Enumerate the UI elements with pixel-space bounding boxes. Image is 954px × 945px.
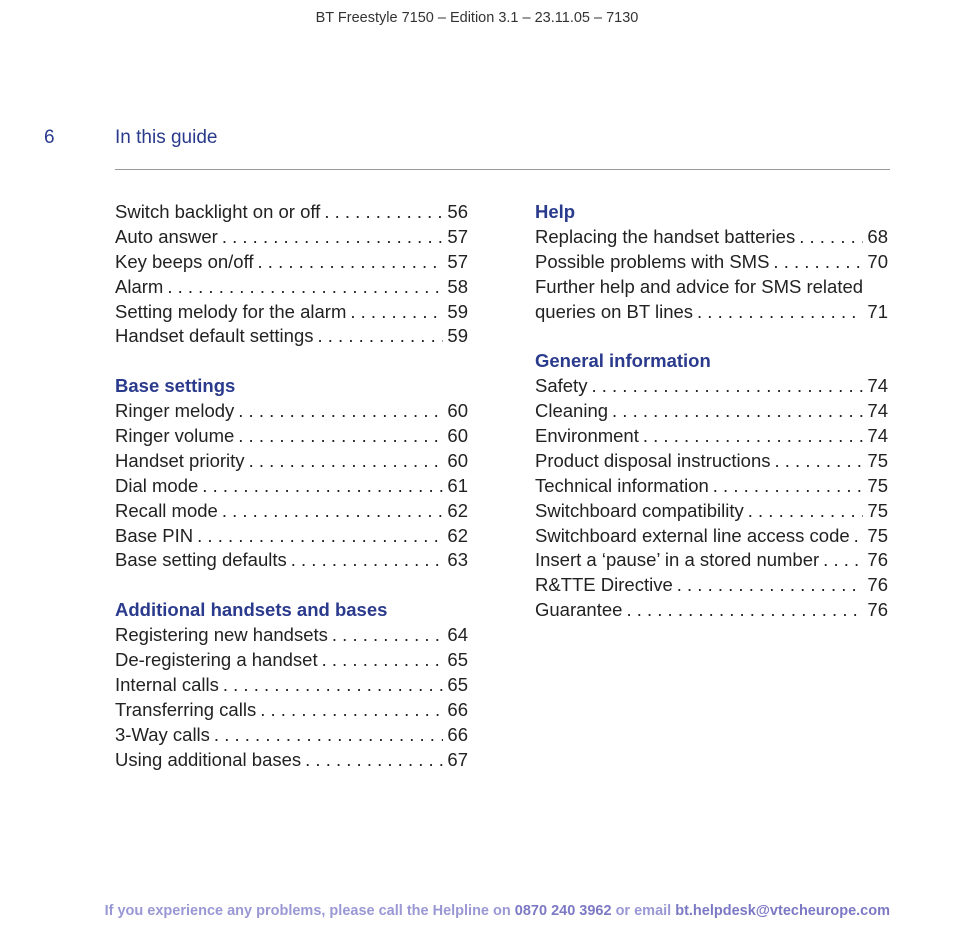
toc-entry[interactable] bbox=[115, 499, 468, 524]
toc-entry[interactable] bbox=[535, 449, 888, 474]
toc-entry-text: Guarantee bbox=[535, 599, 623, 621]
toc-entry[interactable] bbox=[535, 499, 888, 524]
toc-entry-page: 57 bbox=[447, 225, 468, 247]
toc-entry-text: Alarm bbox=[115, 275, 164, 297]
toc-entry-text: Dial mode bbox=[115, 474, 199, 496]
toc-entry-text: Switchboard compatibility bbox=[535, 499, 744, 521]
toc-entry[interactable] bbox=[115, 200, 468, 225]
toc-entry[interactable] bbox=[115, 449, 468, 474]
helpline-phone: 0870 240 3962 bbox=[514, 903, 612, 919]
toc-entry-text: 3-Way calls bbox=[115, 723, 210, 745]
toc-entry[interactable] bbox=[115, 225, 468, 250]
toc-right-column bbox=[535, 200, 888, 648]
toc-entry-text: Ringer volume bbox=[115, 425, 235, 447]
dot-leader bbox=[249, 449, 444, 474]
section-title: In this guide bbox=[115, 127, 218, 148]
toc-entry-text: Switch backlight on or off bbox=[115, 201, 321, 222]
toc-entry[interactable] bbox=[115, 300, 468, 325]
toc-heading-help[interactable]: Help bbox=[535, 201, 576, 222]
toc-entry[interactable] bbox=[115, 548, 468, 573]
header-meta: BT Freestyle 7150 – Edition 3.1 – 23.11.05 – 7130 bbox=[315, 10, 639, 26]
toc-entry-page: 65 bbox=[447, 649, 468, 671]
toc-entry-page: 64 bbox=[447, 624, 468, 646]
toc-entry[interactable] bbox=[535, 573, 888, 598]
dot-leader bbox=[643, 424, 864, 449]
toc-heading-additional[interactable]: Additional handsets and bases bbox=[115, 599, 388, 621]
toc-entry-text: Further help and advice for SMS related bbox=[535, 275, 864, 297]
toc-entry-text: Registering new handsets bbox=[115, 624, 328, 646]
dot-leader bbox=[626, 598, 863, 623]
toc-entry-page: 60 bbox=[447, 425, 468, 447]
dot-leader bbox=[350, 300, 443, 325]
toc-entry-text: Setting melody for the alarm bbox=[115, 300, 347, 322]
toc-entry-page: 74 bbox=[867, 375, 888, 397]
dot-leader bbox=[854, 524, 864, 549]
toc-entry-text: Transferring calls bbox=[115, 698, 257, 720]
toc-entry[interactable] bbox=[115, 723, 468, 748]
toc-entry-page: 57 bbox=[447, 250, 468, 272]
toc-entry[interactable] bbox=[115, 748, 468, 773]
toc-entry[interactable] bbox=[115, 524, 468, 549]
helpdesk-email-link[interactable]: bt.helpdesk@vtecheurope.com bbox=[675, 903, 890, 919]
dot-leader bbox=[713, 474, 864, 499]
toc-entry-page: 62 bbox=[447, 524, 468, 546]
toc-entry-page: 67 bbox=[447, 748, 468, 770]
toc-entry[interactable] bbox=[535, 548, 888, 573]
toc-entry-multiline-second[interactable] bbox=[535, 300, 888, 325]
toc-entry-page: 60 bbox=[447, 449, 468, 471]
toc-entry[interactable] bbox=[115, 623, 468, 648]
toc-entry[interactable] bbox=[115, 474, 468, 499]
dot-leader bbox=[238, 399, 443, 424]
toc-entry[interactable] bbox=[535, 374, 888, 399]
toc-group-handset bbox=[115, 200, 468, 349]
helpline-footer bbox=[105, 903, 890, 919]
toc-entry-page: 66 bbox=[447, 698, 468, 720]
toc-entry-page: 75 bbox=[867, 474, 888, 496]
toc-entry[interactable] bbox=[115, 275, 468, 300]
toc-entry[interactable] bbox=[115, 399, 468, 424]
toc-entry-text: Replacing the handset batteries bbox=[535, 225, 796, 247]
toc-group-additional bbox=[115, 598, 468, 772]
toc-entry[interactable] bbox=[535, 598, 888, 623]
dot-leader bbox=[774, 449, 863, 474]
toc-entry-page: 62 bbox=[447, 499, 468, 521]
toc-entry-page: 76 bbox=[867, 599, 888, 621]
dot-leader bbox=[222, 225, 444, 250]
dot-leader bbox=[591, 374, 863, 399]
toc-group-help bbox=[535, 200, 888, 324]
toc-entry-page: 61 bbox=[447, 474, 468, 496]
toc-entry-text: Internal calls bbox=[115, 673, 219, 695]
toc-entry-page: 74 bbox=[867, 400, 888, 422]
toc-entry-page: 76 bbox=[867, 549, 888, 571]
dot-leader bbox=[332, 623, 444, 648]
dot-leader bbox=[677, 573, 864, 598]
toc-entry[interactable] bbox=[115, 698, 468, 723]
dot-leader bbox=[318, 324, 444, 349]
toc-group-general bbox=[535, 349, 888, 623]
toc-entry-multiline-first[interactable] bbox=[535, 275, 888, 300]
toc-entry-text: Safety bbox=[535, 375, 588, 397]
toc-entry-text: Cleaning bbox=[535, 400, 609, 422]
toc-entry[interactable] bbox=[535, 225, 888, 250]
dot-leader bbox=[167, 275, 443, 300]
dot-leader bbox=[322, 648, 444, 673]
toc-entry[interactable] bbox=[535, 474, 888, 499]
dot-leader bbox=[612, 399, 863, 424]
dot-leader bbox=[773, 250, 863, 275]
toc-entry-text: Handset default settings bbox=[115, 325, 314, 347]
dot-leader bbox=[214, 723, 444, 748]
toc-entry-page: 65 bbox=[447, 673, 468, 695]
dot-leader bbox=[202, 474, 443, 499]
toc-entry-page: 75 bbox=[867, 524, 888, 546]
toc-entry-page: 66 bbox=[447, 723, 468, 745]
toc-entry-text: Using additional bases bbox=[115, 748, 302, 770]
dot-leader bbox=[223, 673, 444, 698]
dot-leader bbox=[799, 225, 863, 250]
toc-entry-text: Product disposal instructions bbox=[535, 449, 771, 471]
toc-entry-text: Auto answer bbox=[115, 225, 218, 247]
dot-leader bbox=[697, 300, 863, 325]
dot-leader bbox=[305, 748, 443, 773]
toc-entry-text: Possible problems with SMS bbox=[535, 250, 770, 272]
toc-entry-text: Switchboard external line access code bbox=[535, 524, 850, 546]
toc-entry-page: 74 bbox=[867, 425, 888, 447]
dot-leader bbox=[291, 548, 444, 573]
dot-leader bbox=[324, 200, 443, 225]
footer-middle: or email bbox=[615, 903, 672, 919]
dot-leader bbox=[258, 250, 444, 275]
toc-entry[interactable] bbox=[535, 524, 888, 549]
dot-leader bbox=[748, 499, 864, 524]
toc-heading-general[interactable]: General information bbox=[535, 350, 711, 372]
toc-entry-text: queries on BT lines bbox=[535, 300, 694, 322]
toc-entry-page: 76 bbox=[867, 574, 888, 596]
toc-entry-page: 63 bbox=[447, 549, 468, 571]
dot-leader bbox=[823, 548, 863, 573]
toc-entry-page: 68 bbox=[867, 225, 888, 247]
toc-entry[interactable] bbox=[535, 250, 888, 275]
toc-entry[interactable] bbox=[115, 648, 468, 673]
toc-entry[interactable] bbox=[115, 324, 468, 349]
toc-entry[interactable] bbox=[115, 673, 468, 698]
toc-entry[interactable] bbox=[535, 399, 888, 424]
toc-entry-text: Base setting defaults bbox=[115, 549, 287, 571]
toc-entry-text: Key beeps on/off bbox=[115, 250, 254, 272]
page-number: 6 bbox=[44, 127, 55, 148]
toc-entry-text: Insert a ‘pause’ in a stored number bbox=[535, 549, 820, 571]
toc-entry-text: Environment bbox=[535, 425, 639, 447]
dot-leader bbox=[260, 698, 443, 723]
header-divider bbox=[115, 169, 890, 170]
dot-leader bbox=[222, 499, 444, 524]
toc-entry-page: 70 bbox=[867, 250, 888, 272]
toc-entry-text: Handset priority bbox=[115, 449, 245, 471]
toc-entry-text: Base PIN bbox=[115, 524, 194, 546]
toc-entry-text: Ringer melody bbox=[115, 400, 235, 422]
toc-heading-base-settings[interactable]: Base settings bbox=[115, 375, 236, 397]
toc-entry-text: Recall mode bbox=[115, 499, 218, 521]
footer-prefix: If you experience any problems, please call the Helpline on bbox=[104, 903, 511, 919]
toc-entry-page: 75 bbox=[867, 449, 888, 471]
toc-entry-page: 60 bbox=[447, 400, 468, 422]
toc-entry[interactable] bbox=[115, 250, 468, 275]
toc-entry-text: Technical information bbox=[535, 474, 709, 496]
dot-leader bbox=[197, 524, 443, 549]
toc-entry-page: 56 bbox=[447, 201, 468, 222]
toc-entry[interactable] bbox=[535, 424, 888, 449]
toc-entry-page: 59 bbox=[447, 325, 468, 347]
toc-entry-page: 58 bbox=[447, 275, 468, 297]
toc-entry-page: 75 bbox=[867, 499, 888, 521]
toc-entry-page: 71 bbox=[867, 300, 888, 322]
toc-left-column bbox=[115, 200, 468, 797]
dot-leader bbox=[238, 424, 443, 449]
toc-entry-text: R&TTE Directive bbox=[535, 574, 673, 596]
toc-entry-text: De-registering a handset bbox=[115, 649, 318, 671]
toc-entry-page: 59 bbox=[447, 300, 468, 322]
toc-entry[interactable] bbox=[115, 424, 468, 449]
toc-group-base-settings bbox=[115, 374, 468, 573]
